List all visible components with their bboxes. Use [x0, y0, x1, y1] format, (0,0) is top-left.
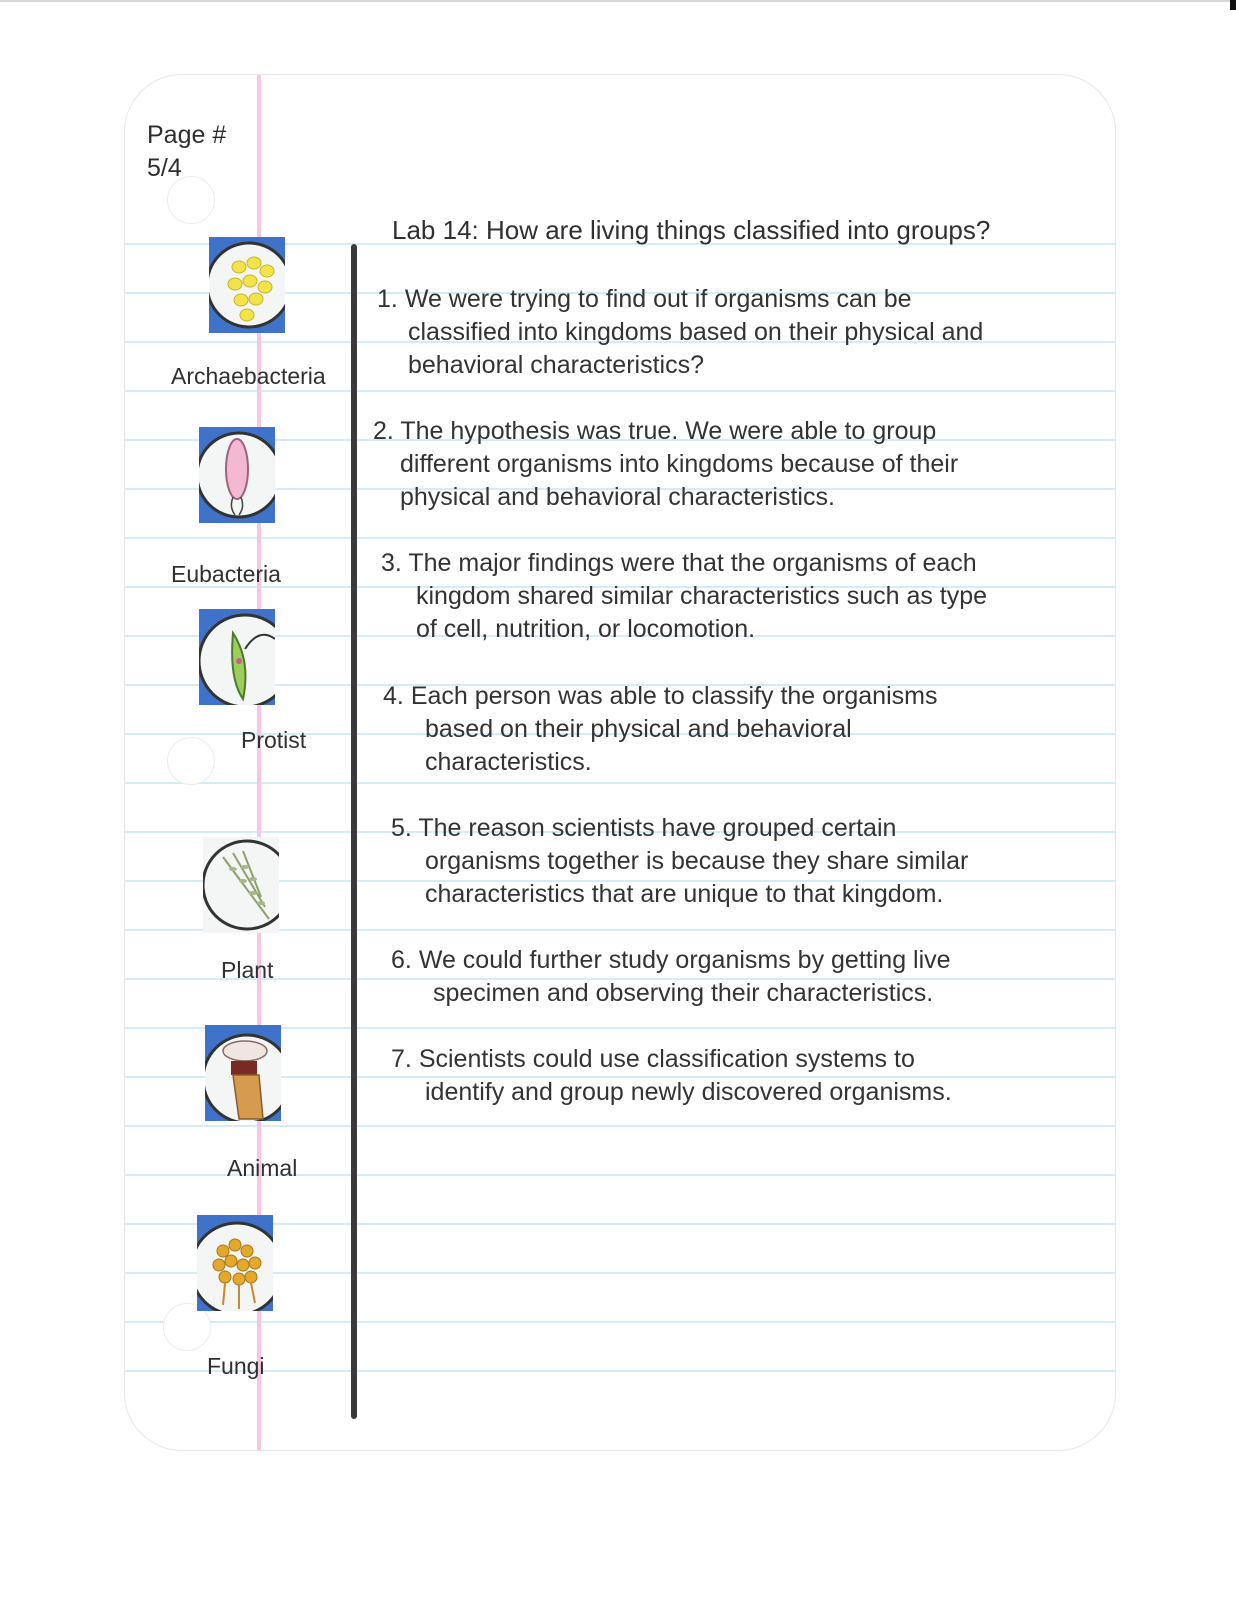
- answer-line: kingdom shared similar characteristics such as type: [416, 582, 988, 610]
- page-number-label: Page #: [147, 121, 227, 149]
- answer-line: of cell, nutrition, or locomotion.: [416, 615, 756, 643]
- ruled-line: [125, 1125, 1115, 1127]
- answer-line: Each person was able to classify the organisms: [410, 682, 938, 710]
- answer-line: We were trying to find out if organisms can be: [404, 285, 912, 313]
- ruled-line: [125, 782, 1115, 784]
- answer-line: based on their physical and behavioral: [425, 715, 852, 743]
- answer-1: [377, 283, 983, 382]
- ruled-line: [125, 390, 1115, 392]
- answer-7: [391, 1043, 952, 1109]
- answer-number: 3.: [381, 549, 402, 577]
- answer-line: identify and group newly discovered organisms.: [425, 1078, 952, 1106]
- scan-top-edge: [0, 0, 1236, 2]
- animal-icon: [205, 1025, 281, 1121]
- answer-line: characteristics that are unique to that kingdom.: [425, 880, 944, 908]
- plant-icon: [203, 837, 279, 933]
- answer-line: organisms together is because they share similar: [425, 847, 969, 875]
- protist-icon: [199, 609, 275, 705]
- answer-6: [391, 944, 951, 1010]
- answer-line: We could further study organisms by getting live: [418, 946, 951, 974]
- kingdom-label: Animal: [227, 1155, 298, 1181]
- answer-number: 6.: [391, 946, 412, 974]
- answer-number: 2.: [373, 417, 394, 445]
- answer-line: classified into kingdoms based on their physical and: [408, 318, 984, 346]
- ruled-line: [125, 1223, 1115, 1225]
- answer-4: [383, 680, 937, 779]
- answer-line: behavioral characteristics?: [408, 351, 704, 379]
- kingdom-label: Protist: [241, 727, 307, 753]
- answer-line: different organisms into kingdoms because of their: [400, 450, 959, 478]
- answer-line: physical and behavioral characteristics.: [400, 483, 835, 511]
- archaebacteria-icon: [209, 237, 285, 333]
- ruled-line: [125, 1321, 1115, 1323]
- lab-title: Lab 14: How are living things classified into groups?: [392, 215, 991, 245]
- eubacteria-icon: [199, 427, 275, 523]
- page-number: [147, 119, 226, 185]
- ruled-line: [125, 1370, 1115, 1372]
- answer-number: 7.: [391, 1045, 412, 1073]
- answer-line: specimen and observing their characteristics.: [433, 979, 934, 1007]
- answer-line: The reason scientists have grouped certain: [418, 814, 897, 842]
- answer-number: 5.: [391, 814, 412, 842]
- answer-line: The major findings were that the organisms of each: [408, 549, 977, 577]
- answer-line: Scientists could use classification systems to: [418, 1045, 915, 1073]
- answer-5: [391, 812, 968, 911]
- vertical-divider: [351, 244, 357, 1419]
- ruled-line: [125, 1272, 1115, 1274]
- answer-3: [381, 547, 987, 646]
- kingdom-label: Archaebacteria: [171, 363, 326, 389]
- page-number-value: 5/4: [147, 154, 182, 182]
- notebook-page: [124, 74, 1116, 1451]
- answer-number: 4.: [383, 682, 404, 710]
- ruled-line: [125, 537, 1115, 539]
- kingdom-label: Eubacteria: [171, 561, 281, 587]
- answer-2: [373, 415, 958, 514]
- scan-corner-mark: [1230, 0, 1236, 10]
- answer-line: The hypothesis was true. We were able to group: [400, 417, 937, 445]
- fungi-icon: [197, 1215, 273, 1311]
- answer-line: characteristics.: [425, 748, 592, 776]
- binder-hole: [167, 737, 215, 785]
- answer-number: 1.: [377, 285, 398, 313]
- kingdom-label: Fungi: [207, 1353, 265, 1379]
- kingdom-label: Plant: [221, 957, 274, 983]
